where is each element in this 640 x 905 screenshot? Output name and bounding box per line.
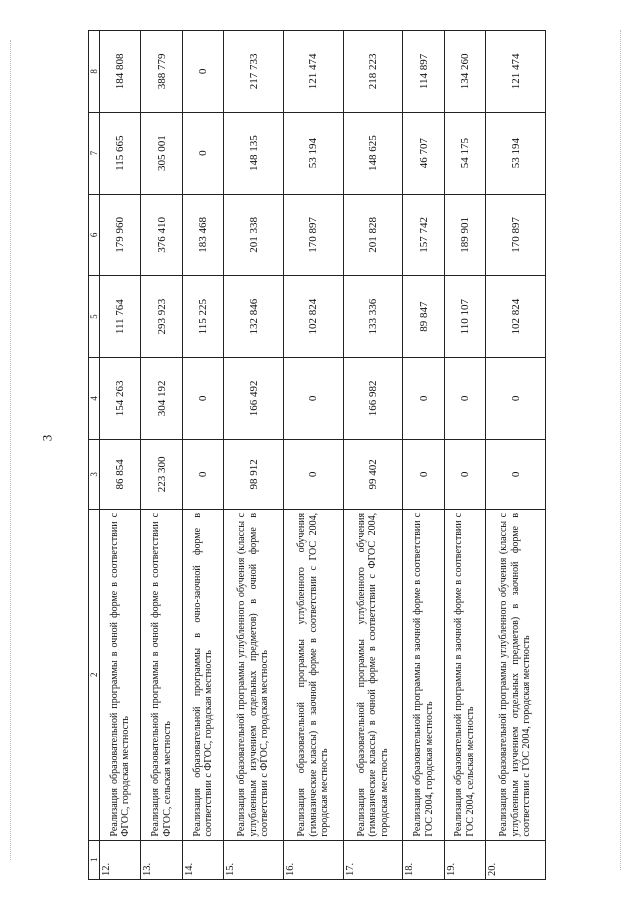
value-cell: 0 [283,358,343,440]
value-cell: 376 410 [141,194,182,276]
value-cell: 184 808 [100,31,141,113]
value-cell: 201 828 [343,194,403,276]
value-cell: 218 223 [343,31,403,113]
row-index-cell: 20. [486,840,546,879]
row-index-cell: 17. [343,840,403,879]
row-description-cell: Реализация образовательной программы в очной форме в соответствии с ФГОС, сельская местность [141,509,182,840]
row-index-cell: 16. [283,840,343,879]
row-index-cell: 14. [182,840,223,879]
table-row [283,31,343,880]
row-description-cell: Реализация образовательной программы в очной форме в соответствии с ФГОС, городская местность [100,509,141,840]
column-header: 7 [89,112,100,194]
value-cell: 115 225 [182,276,223,358]
row-index-cell: 18. [403,840,444,879]
column-header: 3 [89,439,100,509]
value-cell: 304 192 [141,358,182,440]
table-row [486,31,546,880]
scan-edge-line [10,40,11,860]
value-cell: 54 175 [444,112,485,194]
value-cell: 148 135 [224,112,284,194]
tariff-table [88,30,546,880]
row-description-cell: Реализация образовательной программы в очно-заочной форме в соответствии с ФГОС, городская местность [182,509,223,840]
column-header: 5 [89,276,100,358]
value-cell: 170 897 [283,194,343,276]
value-cell: 115 665 [100,112,141,194]
row-description-cell: Реализация образовательной программы углубленного обучения (классы с углубленным изучением отдельных предметов) в заочной форме в соответствии с ГОС 2004, городская местность [486,509,546,840]
value-cell: 0 [182,439,223,509]
value-cell: 102 824 [283,276,343,358]
value-cell: 183 468 [182,194,223,276]
value-cell: 121 474 [486,31,546,113]
value-cell: 110 107 [444,276,485,358]
value-cell: 53 194 [283,112,343,194]
row-description-cell: Реализация образовательной программы углубленного обучения (гимназические классы) в заочной форме в соответствии с ГОС 2004, городская местность [283,509,343,840]
value-cell: 134 260 [444,31,485,113]
table-header-row [89,31,100,880]
value-cell: 293 923 [141,276,182,358]
value-cell: 223 300 [141,439,182,509]
value-cell: 166 982 [343,358,403,440]
table-row [403,31,444,880]
column-header: 4 [89,358,100,440]
row-index-cell: 13. [141,840,182,879]
value-cell: 154 263 [100,358,141,440]
value-cell: 53 194 [486,112,546,194]
row-index-cell: 12. [100,840,141,879]
column-header: 8 [89,31,100,113]
value-cell: 0 [444,358,485,440]
value-cell: 148 625 [343,112,403,194]
value-cell: 166 492 [224,358,284,440]
column-header: 1 [89,840,100,879]
table-row [141,31,182,880]
value-cell: 305 001 [141,112,182,194]
value-cell: 170 897 [486,194,546,276]
column-header: 2 [89,509,100,840]
value-cell: 132 846 [224,276,284,358]
row-description-cell: Реализация образовательной программы углубленного обучения (классы с углубленным изучением отдельных предметов) в очной форме в соответствии с ФГОС, городская местность [224,509,284,840]
value-cell: 121 474 [283,31,343,113]
value-cell: 388 779 [141,31,182,113]
value-cell: 157 742 [403,194,444,276]
rotated-table-container [88,30,546,880]
value-cell: 114 897 [403,31,444,113]
value-cell: 102 824 [486,276,546,358]
value-cell: 0 [486,358,546,440]
value-cell: 0 [403,439,444,509]
value-cell: 179 960 [100,194,141,276]
row-description-cell: Реализация образовательной программы в заочной форме в соответствии с ГОС 2004, городская местность [403,509,444,840]
table-row [224,31,284,880]
value-cell: 99 402 [343,439,403,509]
value-cell: 86 854 [100,439,141,509]
row-description-cell: Реализация образовательной программы углубленного обучения (гимназические классы) в очной форме в соответствии с ФГОС 2004, городская местность [343,509,403,840]
value-cell: 133 336 [343,276,403,358]
value-cell: 217 733 [224,31,284,113]
value-cell: 46 707 [403,112,444,194]
value-cell: 0 [403,358,444,440]
row-index-cell: 15. [224,840,284,879]
value-cell: 0 [444,439,485,509]
value-cell: 98 912 [224,439,284,509]
row-description-cell: Реализация образовательной программы в заочной форме в соответствии с ГОС 2004, сельская местность [444,509,485,840]
value-cell: 189 901 [444,194,485,276]
page-number: 3 [39,434,55,442]
table-row [343,31,403,880]
value-cell: 111 764 [100,276,141,358]
value-cell: 0 [182,31,223,113]
table-row [100,31,141,880]
table-row [182,31,223,880]
column-header: 6 [89,194,100,276]
scan-edge-line [620,30,621,870]
value-cell: 89 847 [403,276,444,358]
value-cell: 0 [182,358,223,440]
table-row [444,31,485,880]
value-cell: 0 [486,439,546,509]
value-cell: 0 [283,439,343,509]
value-cell: 0 [182,112,223,194]
value-cell: 201 338 [224,194,284,276]
row-index-cell: 19. [444,840,485,879]
